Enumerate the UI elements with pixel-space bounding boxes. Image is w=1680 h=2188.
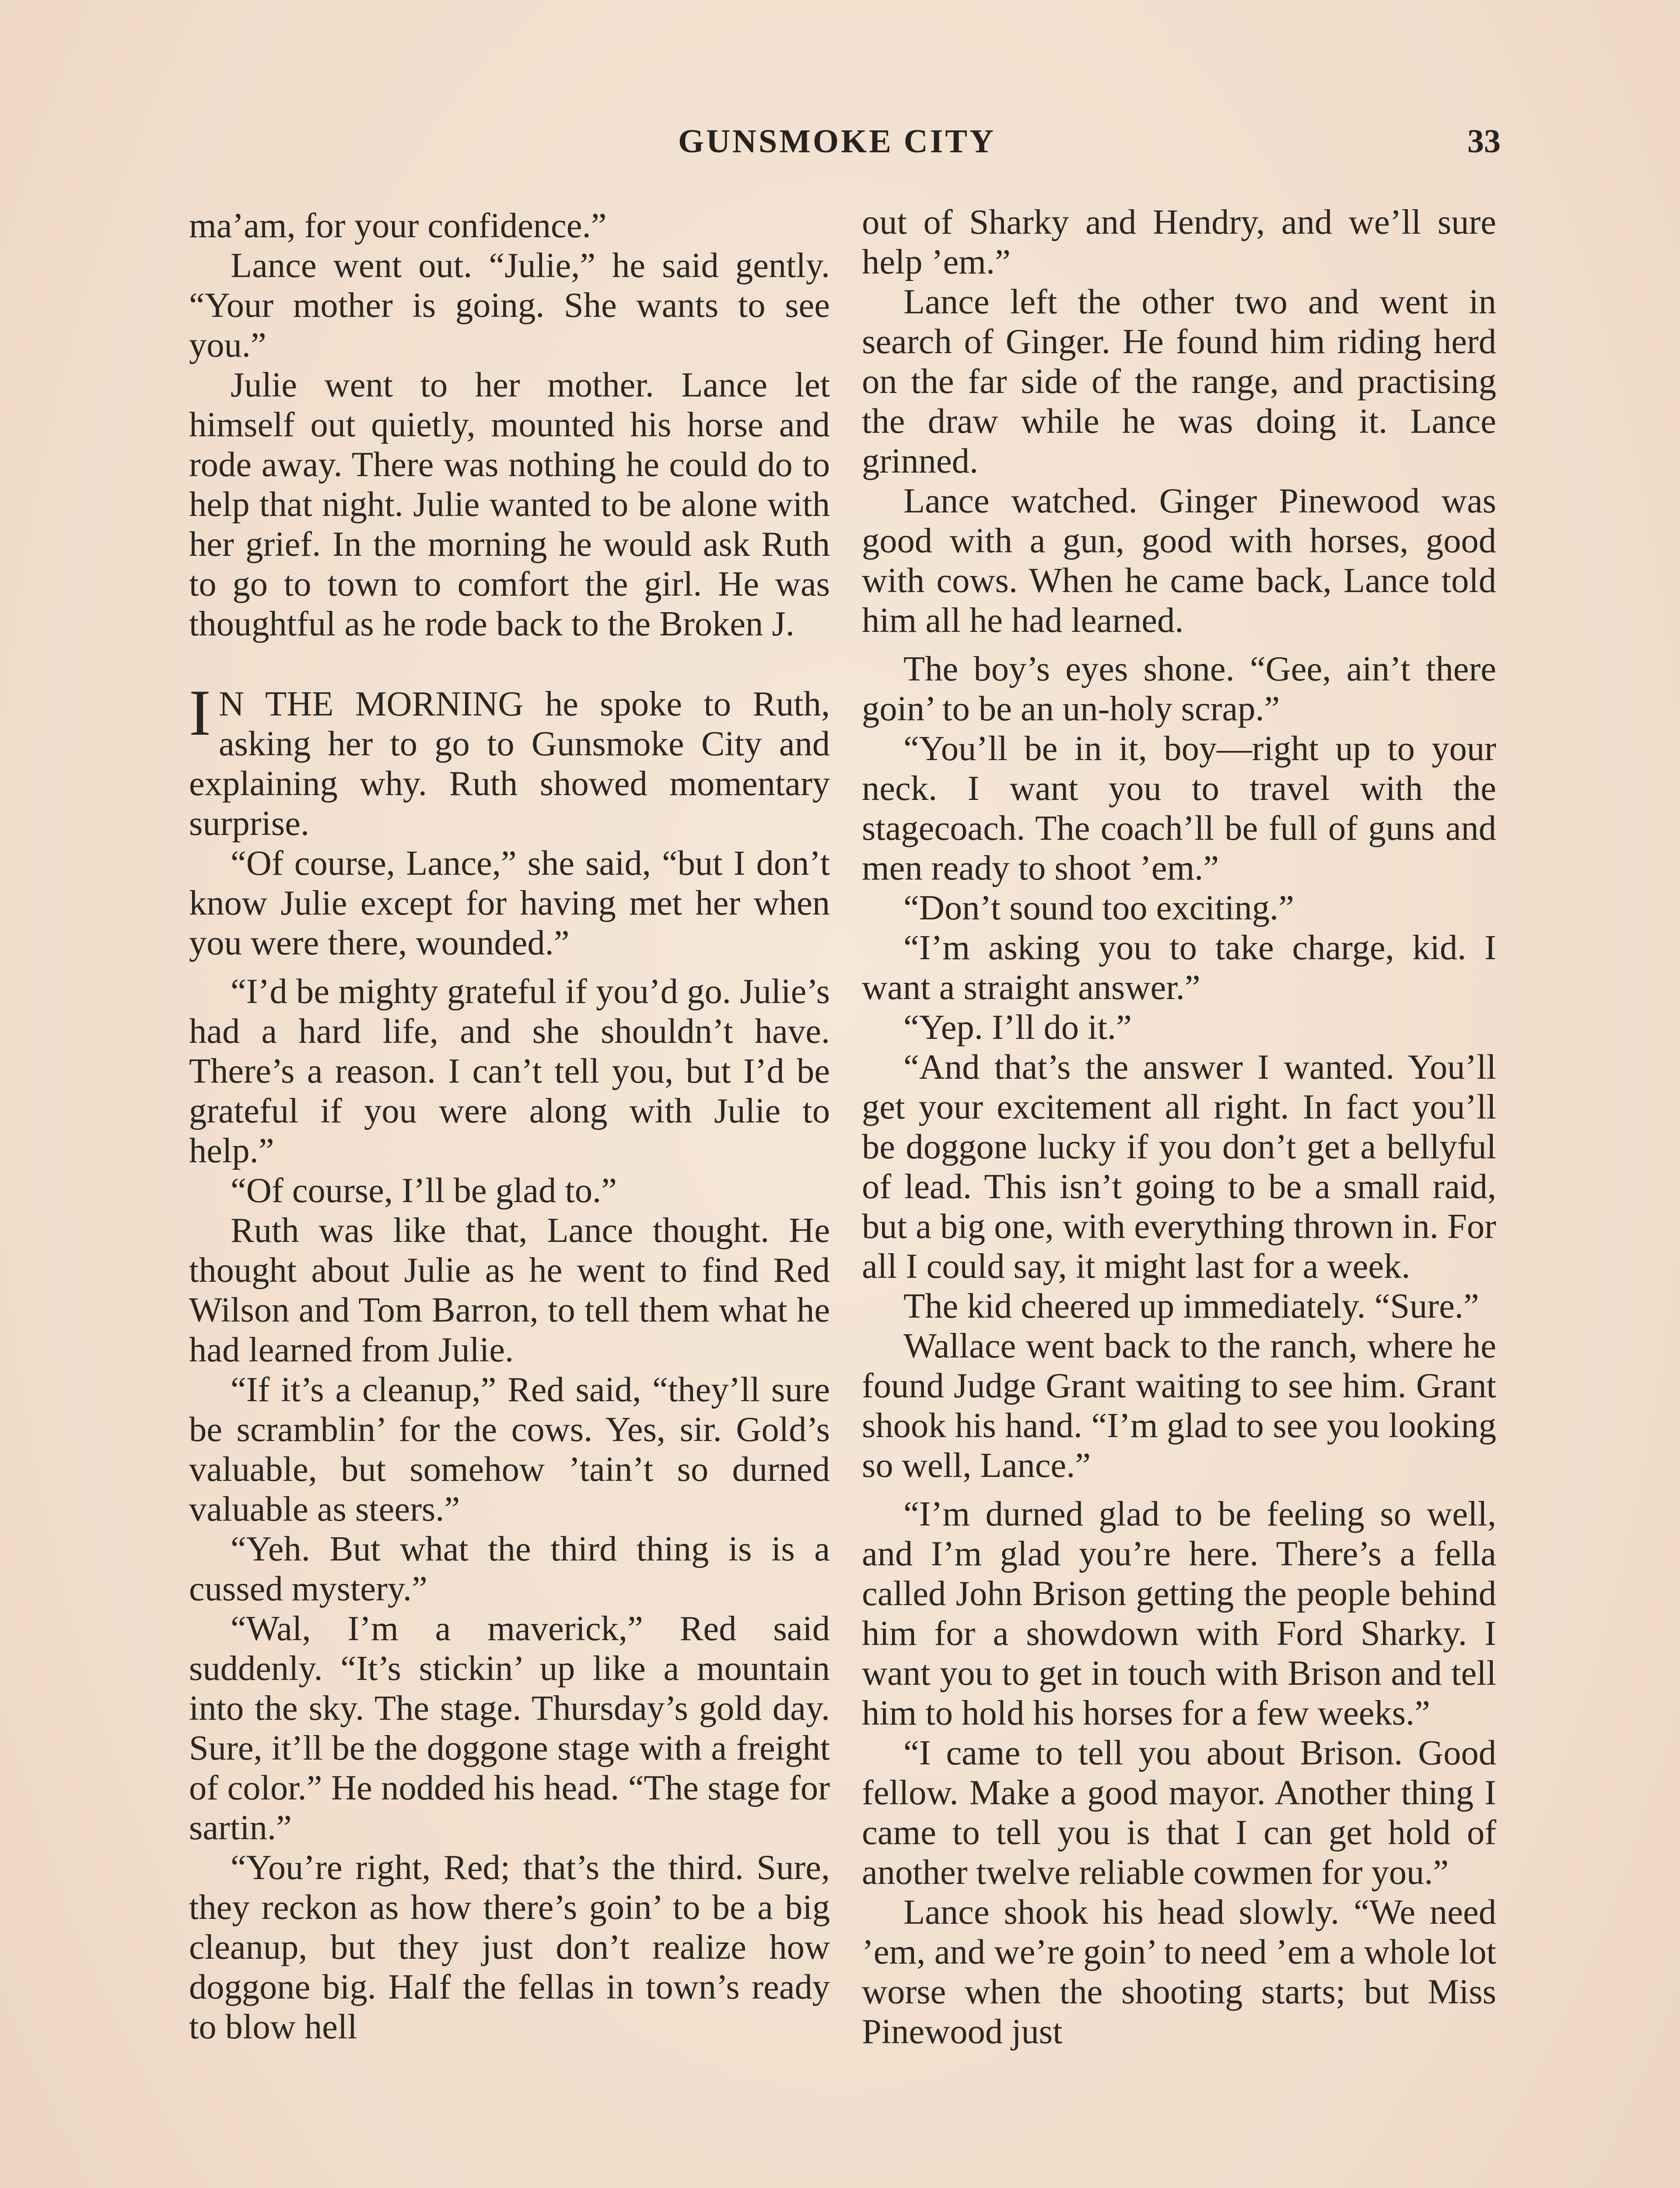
paragraph: The boy’s eyes shone. “Gee, ain’t there goin’ to be an un-holy scrap.” — [862, 649, 1496, 728]
paragraph: Lance watched. Ginger Pinewood was good with a gun, good with horses, good with cows. When he came back, Lance told him all he had learned. — [862, 481, 1496, 640]
paragraph: “I’d be mighty grateful if you’d go. Julie’s had a hard life, and she shouldn’t have. There’s a reason. I can’t tell you, but I’d be grateful if you were along with Julie to help.” — [189, 972, 830, 1170]
paragraph: “You’re right, Red; that’s the third. Sure, they reckon as how there’s goin’ to be a big cleanup, but they just don’t realize how doggone big. Half the fellas in town’s ready to blow hell — [189, 1848, 830, 2046]
paragraph-text: N THE MORNING he spoke to Ruth, asking her to go to Gunsmoke City and explaining why. Ruth showed momentary surprise. — [189, 684, 830, 843]
paragraph: ma’am, for your confidence.” — [189, 206, 607, 245]
paragraph: “I’m asking you to take charge, kid. I want a straight answer.” — [862, 928, 1496, 1007]
paragraph: “Of course, Lance,” she said, “but I don’t know Julie except for having met her when you were there, wounded.” — [189, 844, 830, 962]
paragraph: Lance went out. “Julie,” he said gently. “Your mother is going. She wants to see you.” — [189, 246, 830, 365]
paragraph: “If it’s a cleanup,” Red said, “they’ll sure be scramblin’ for the cows. Yes, sir. Gold’s valuable, but somehow ’tain’t so durned valuable as steers.” — [189, 1370, 830, 1529]
paragraph: “And that’s the answer I wanted. You’ll get your excitement all right. In fact you’ll be doggone lucky if you don’t get a bellyful of lead. This isn’t going to be a small raid, but a big one, with everything thrown in. For all I could say, it might last for a week. — [862, 1048, 1496, 1286]
paragraph: “Don’t sound too exciting.” — [903, 888, 1294, 927]
paragraph: “You’ll be in it, boy—right up to your neck. I want you to travel with the stagecoach. The coach’ll be full of guns and men ready to shoot ’em.” — [862, 729, 1496, 887]
section-opening-paragraph — [189, 677, 830, 843]
paragraph: Lance left the other two and went in search of Ginger. He found him riding herd on the far side of the range, and practising the draw while he was doing it. Lance grinned. — [862, 282, 1496, 480]
paragraph: “I came to tell you about Brison. Good fellow. Make a good mayor. Another thing I came to tell you is that I can get hold of another twelve reliable cowmen for you.” — [862, 1733, 1496, 1892]
paragraph: Ruth was like that, Lance thought. He thought about Julie as he went to find Red Wilson and Tom Barron, to tell them what he had learned from Julie. — [189, 1211, 830, 1369]
paragraph: out of Sharky and Hendry, and we’ll sure help ’em.” — [862, 203, 1496, 281]
right-column — [862, 202, 1496, 2051]
paragraph: The kid cheered up immediately. “Sure.” — [903, 1287, 1479, 1325]
paragraph: “Wal, I’m a maverick,” Red said suddenly. “It’s stickin’ up like a mountain into the sky. The stage. Thursday’s gold day. Sure, it’ll be the doggone stage with a freight of color.” He nodded his head. “The stage for sartin.” — [189, 1609, 830, 1847]
paragraph: “I’m durned glad to be feeling so well, and I’m glad you’re here. There’s a fella called John Brison getting the people behind him for a showdown with Ford Sharky. I want you to get in touch with Brison and tell him to hold his horses for a few weeks.” — [862, 1494, 1496, 1732]
paragraph: “Yeh. But what the third thing is is a cussed mystery.” — [189, 1529, 830, 1608]
paragraph: Wallace went back to the ranch, where he found Judge Grant waiting to see him. Grant shook his hand. “I’m glad to see you looking so well, Lance.” — [862, 1326, 1496, 1485]
page-header — [188, 123, 1501, 175]
drop-cap: I — [189, 677, 211, 749]
paragraph: Lance shook his head slowly. “We need ’em, and we’re goin’ to need ’em a whole lot worse when the shooting starts; but Miss Pinewood just — [862, 1893, 1496, 2051]
page-number: 33 — [1467, 123, 1501, 160]
paragraph: Julie went to her mother. Lance let himself out quietly, mounted his horse and rode away. There was nothing he could do to help that night. Julie wanted to be alone with her grief. In the morning he would ask Ruth to go to town to comfort the girl. He was thoughtful as he rode back to the Broken J. — [189, 365, 830, 643]
paragraph: “Yep. I’ll do it.” — [903, 1008, 1132, 1047]
running-head: GUNSMOKE CITY — [678, 123, 996, 160]
left-column — [189, 206, 830, 2047]
paragraph: “Of course, I’ll be glad to.” — [231, 1171, 617, 1210]
